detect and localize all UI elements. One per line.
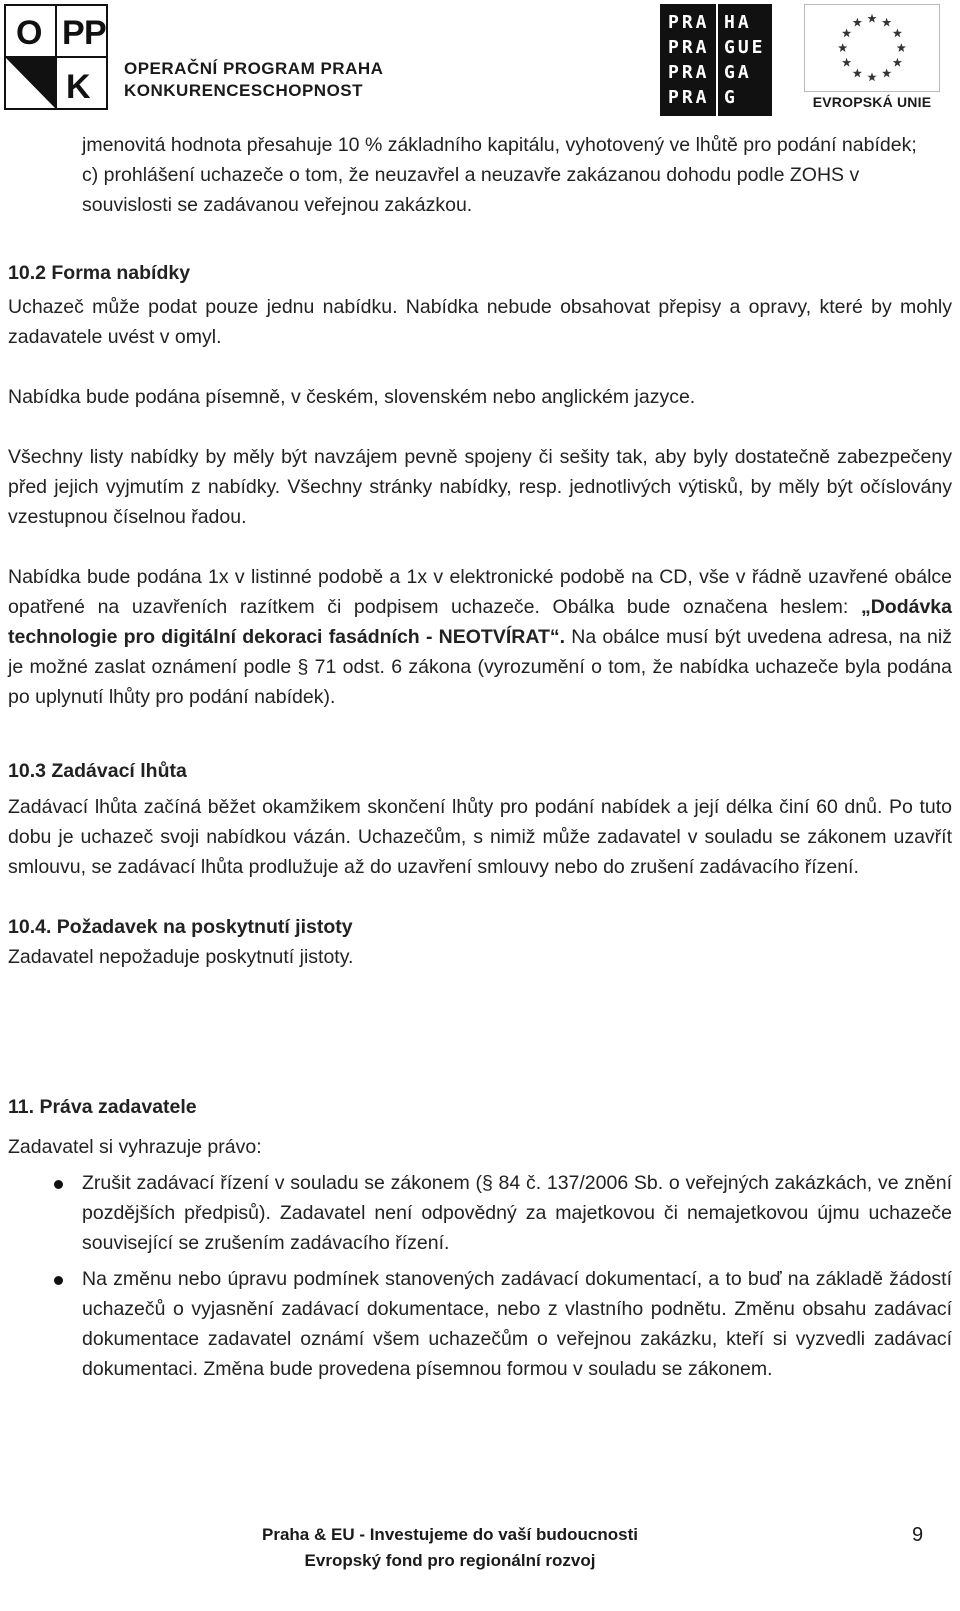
eu-star-icon: [842, 28, 851, 37]
page-number: 9: [912, 1524, 924, 1546]
opp-line-1: OPERAČNÍ PROGRAM PRAHA: [124, 59, 384, 78]
footer-fund: Evropský fond pro regionální rozvoj: [304, 1551, 596, 1570]
page-footer: [0, 1522, 960, 1611]
section-10-4-heading: 10.4. Požadavek na poskytnutí jistoty: [8, 916, 353, 938]
praha-cell: GA: [724, 62, 752, 83]
paragraph-4-text-a: Nabídka bude podána 1x v listinné podobě a 1x v elektronické podobě na CD, vše v řádně uzavřené obálce opatřené na uzavřeních razítkem či podpisem uchazeče. Obálka bude označena heslem:: [8, 566, 952, 618]
bullet-icon: [54, 1180, 63, 1189]
opp-line-2: KONKURENCESCHOPNOST: [124, 81, 364, 100]
section-10-3-paragraph: Zadávací lhůta začíná běžet okamžikem skončení lhůty pro podání nabídek a její délka činí 60 dnů. Po tuto dobu je uchazeč svoji nabídkou vázán. Uchazečům, s nimiž může zadavatel v souladu se zákonem uzavřít smlouvu, se zadávací lhůta prodlužuje až do uzavření smlouvy nebo do zrušení zadávacího řízení.: [8, 796, 952, 878]
envelope-label: „Dodávka technologie pro digitální dekoraci fasádních - NEOTVÍRAT“.: [8, 596, 952, 648]
eu-star-icon: [893, 28, 902, 37]
praha-divider: [716, 4, 718, 116]
praha-cell: GUE: [724, 37, 766, 58]
opp-program-name: [124, 58, 383, 102]
praha-cell: PRA: [668, 37, 710, 58]
rights-list: [8, 1168, 952, 1384]
opp-logo: [4, 4, 108, 110]
section-11-heading: 11. Práva zadavatele: [8, 1096, 197, 1118]
page-header: [0, 0, 960, 116]
list-item: [8, 1264, 952, 1384]
intro-line: jmenovitá hodnota přesahuje 10 % základního kapitálu, vyhotovený ve lhůtě pro podání nabídek;: [82, 134, 917, 156]
eu-star-icon: [893, 58, 902, 67]
list-item-text: Na změnu nebo úpravu podmínek stanovených zadávací dokumentací, a to buď na základě žádostí uchazečů o vyjasnění zadávací dokumentace, nebo z vlastního podnětu. Změnu obsahu zadávací dokumentace zadavatel oznámí všem uchazečům o veřejnou zakázku, kteří si vyzvedli zadávací dokumentaci. Změna bude provedena písemnou formou v souladu se zákonem.: [82, 1268, 952, 1380]
section-10-4-paragraph: Zadavatel nepožaduje poskytnutí jistoty.: [8, 946, 354, 968]
section-10-2-paragraph-4: [8, 562, 952, 712]
praha-logo: [660, 4, 772, 116]
opp-letter-1: O: [16, 14, 43, 52]
eu-star-icon: [867, 72, 876, 81]
intro-item-c: c) prohlášení uchazeče o tom, že neuzavřel a neuzavře zakázanou dohodu podle ZOHS v souvislosti se zadávanou veřejnou zakázkou.: [82, 164, 860, 216]
praha-cell: PRA: [668, 62, 710, 83]
eu-star-icon: [867, 14, 876, 23]
section-10-3-heading: 10.3 Zadávací lhůta: [8, 760, 187, 782]
eu-star-icon: [897, 43, 906, 52]
eu-star-icon: [853, 18, 862, 27]
eu-star-icon: [838, 43, 847, 52]
opp-letter-3: P: [84, 14, 107, 52]
section-10-2-paragraph-3: Všechny listy nabídky by měly být navzájem pevně spojeny či sešity tak, aby byly dostatečně zabezpečeny před jejich vyjmutím z nabídky. Všechny stránky nabídky, resp. jednotlivých výtisků, by měly být očíslovány vzestupnou číselnou řadou.: [8, 446, 952, 528]
eu-logo: [804, 4, 940, 116]
praha-cell: G: [724, 87, 738, 108]
list-item-text: Zrušit zadávací řízení v souladu se zákonem (§ 84 č. 137/2006 Sb. o veřejných zakázkách, ve znění pozdějších předpisů). Zadavatel není odpovědný za majetkovou či nemajetkovou újmu uchazeče související se zrušením zadávacího řízení.: [82, 1172, 952, 1254]
list-item: [8, 1168, 952, 1258]
eu-star-icon: [882, 69, 891, 78]
opp-letter-2: P: [62, 14, 85, 52]
praha-cell: PRA: [668, 12, 710, 33]
eu-star-icon: [853, 69, 862, 78]
section-10-2-paragraph-2: Nabídka bude podána písemně, v českém, slovenském nebo anglickém jazyce.: [8, 386, 696, 408]
section-11-intro: Zadavatel si vyhrazuje právo:: [8, 1136, 262, 1158]
eu-star-icon: [882, 18, 891, 27]
eu-label: EVROPSKÁ UNIE: [812, 94, 932, 110]
bullet-icon: [54, 1276, 63, 1285]
praha-cell: PRA: [668, 87, 710, 108]
praha-cell: HA: [724, 12, 752, 33]
opp-letter-4: K: [66, 68, 91, 106]
eu-flag-icon: [804, 4, 940, 92]
section-10-2-heading: 10.2 Forma nabídky: [8, 262, 191, 284]
paragraph-4-text-c: Na obálce musí být uvedena adresa, na niž je možné zaslat oznámení podle § 71 odst. 6 zákona (vyrozumění o tom, že nabídka uchazeče byla podána po uplynutí lhůty pro podání nabídek).: [8, 626, 952, 708]
document-body: [8, 130, 952, 1384]
eu-star-icon: [842, 58, 851, 67]
section-10-2-paragraph-1: Uchazeč může podat pouze jednu nabídku. Nabídka nebude obsahovat přepisy a opravy, které by mohly zadavatele uvést v omyl.: [8, 296, 952, 348]
footer-slogan: Praha & EU - Investujeme do vaší budoucnosti: [262, 1525, 638, 1544]
